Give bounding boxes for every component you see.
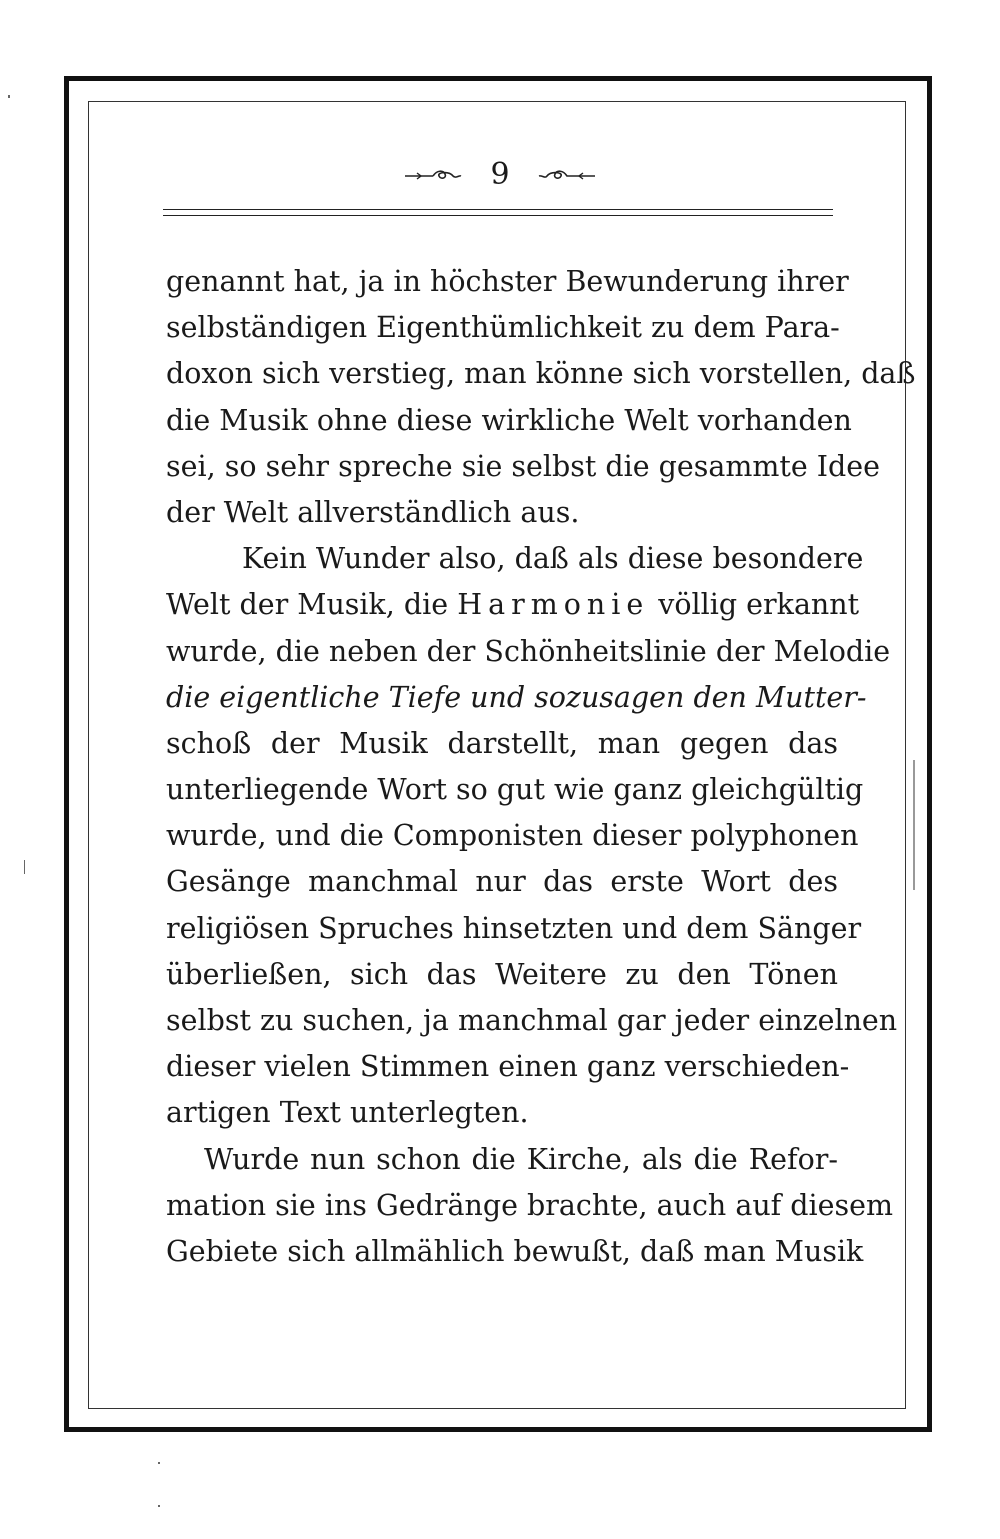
text-line: Wurde nun schon die Kirche, als die Refor- bbox=[204, 1142, 838, 1176]
header-rule-bottom bbox=[163, 215, 833, 216]
text-line: schoß der Musik darstellt, man gegen das bbox=[166, 726, 838, 760]
text-line: der Welt allverständlich aus. bbox=[166, 495, 580, 529]
emphasis-spaced: Harmonie bbox=[457, 588, 650, 622]
text-line: dieser vielen Stimmen einen ganz verschieden- bbox=[166, 1050, 850, 1084]
scan-speck bbox=[158, 1462, 160, 1464]
text-line: artigen Text unterlegten. bbox=[166, 1096, 529, 1130]
text-line: selbständigen Eigenthümlichkeit zu dem Para- bbox=[166, 311, 840, 345]
text-line: mation sie ins Gedränge brachte, auch auf diesem bbox=[166, 1188, 894, 1222]
text-line: wurde, und die Componisten dieser polyphonen bbox=[166, 819, 859, 853]
scan-speck bbox=[158, 1505, 160, 1507]
text-line: genannt hat, ja in höchster Bewunderung ihrer bbox=[166, 265, 849, 298]
scan-speck bbox=[8, 95, 10, 98]
text-line: überließen, sich das Weitere zu den Tönen bbox=[166, 957, 838, 991]
text-line: wurde, die neben der Schönheitslinie der Melodie bbox=[166, 634, 891, 668]
text-line: die Musik ohne diese wirkliche Welt vorhanden bbox=[166, 403, 852, 437]
text-line: doxon sich verstieg, man könne sich vorstellen, daß bbox=[166, 357, 916, 391]
scan-speck bbox=[24, 860, 25, 874]
text-line: religiösen Spruches hinsetzten und dem Sänger bbox=[166, 911, 862, 945]
text-line: Gebiete sich allmählich bewußt, daß man Musik bbox=[166, 1234, 864, 1268]
text-line: Welt der Musik, die Harmonie völlig erkannt bbox=[166, 588, 860, 622]
emphasis-italic: eigentliche Tiefe und sozusagen den Mutter- bbox=[219, 680, 867, 714]
right-ornament-icon bbox=[537, 165, 597, 185]
text-line: selbst zu suchen, ja manchmal gar jeder einzelnen bbox=[166, 1004, 898, 1037]
page-header bbox=[160, 150, 840, 200]
text-line: die eigentliche Tiefe und sozusagen den Mutter- bbox=[166, 680, 867, 714]
text-line: Kein Wunder also, daß als diese besondere bbox=[242, 542, 864, 576]
left-ornament-icon bbox=[403, 165, 463, 185]
text-line: sei, so sehr spreche sie selbst die gesammte Idee bbox=[166, 449, 881, 483]
page-number: 9 bbox=[490, 157, 510, 192]
header-rule-top bbox=[163, 209, 833, 210]
scan-streak bbox=[913, 760, 915, 890]
body-text bbox=[166, 259, 916, 1275]
text-line: Gesänge manchmal nur das erste Wort des bbox=[166, 865, 838, 899]
text-line: unterliegende Wort so gut wie ganz gleichgültig bbox=[166, 773, 864, 807]
